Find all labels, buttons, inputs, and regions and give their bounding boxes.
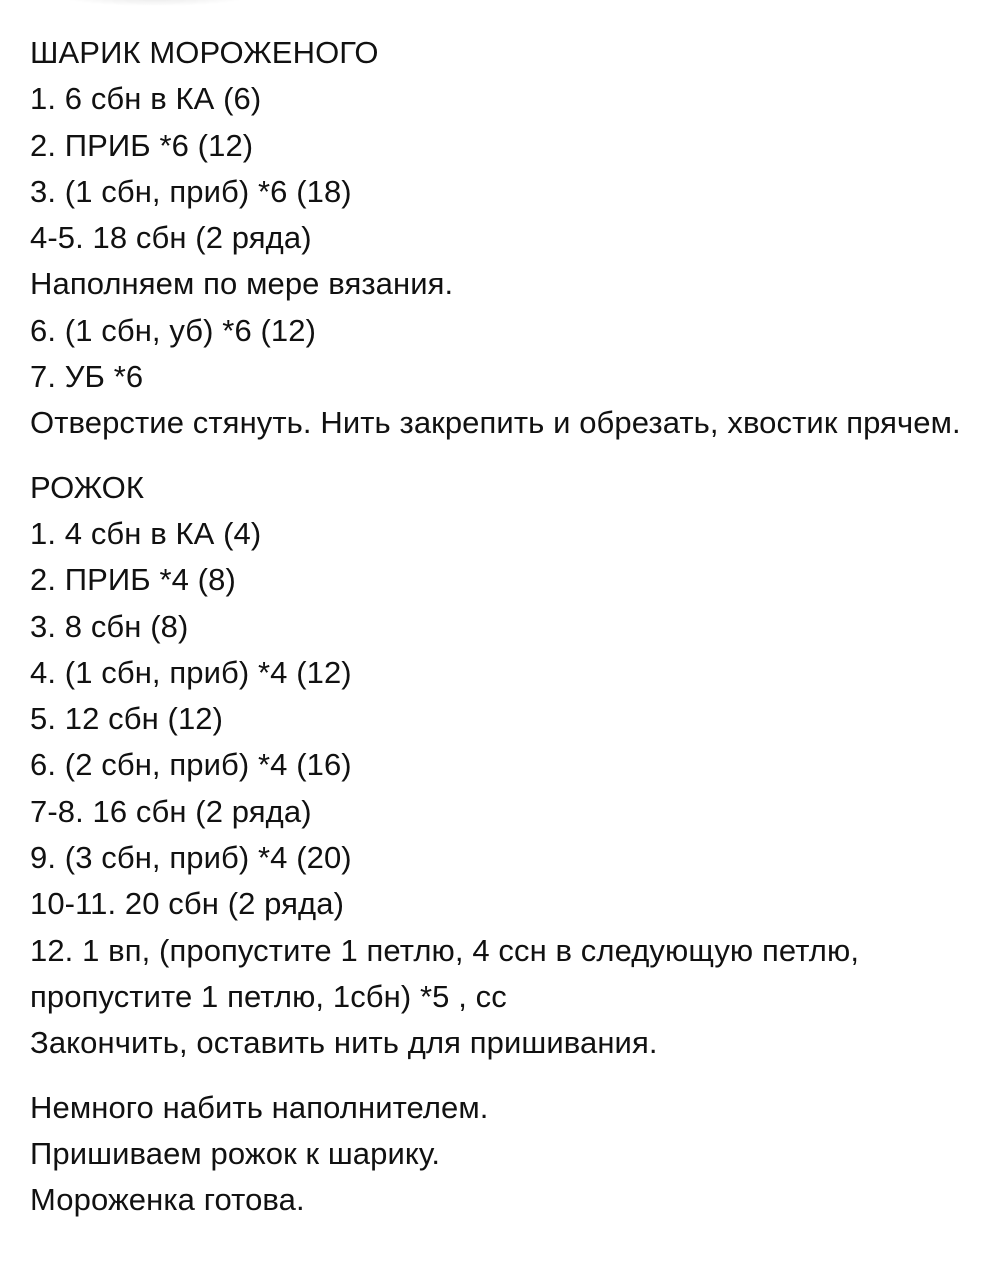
note-body [30, 30, 970, 1223]
section-title-ball: ШАРИК МОРОЖЕНОГО [30, 35, 379, 70]
section-title-cone: РОЖОК [30, 469, 145, 505]
section-cone [30, 465, 970, 1067]
instruction-line: Мороженка готова. [30, 1182, 305, 1218]
instruction-line: 6. (2 сбн, приб) *4 (16) [30, 747, 352, 783]
section-gap [30, 447, 970, 465]
instruction-line: 4. (1 сбн, приб) *4 (12) [30, 654, 352, 690]
instruction-line: Пришиваем рожок к шарику. [30, 1135, 441, 1171]
instruction-line: 7. УБ *6 [30, 359, 144, 395]
instruction-line: 3. (1 сбн, приб) *6 (18) [30, 173, 352, 209]
instruction-line: 1. 6 сбн в КА (6) [30, 81, 262, 117]
instruction-line: 12. 1 вп, (пропустите 1 петлю, 4 ссн в следующую петлю, пропустите 1 петлю, 1сбн) *5 , сс [30, 932, 860, 1014]
instruction-line: Немного набить наполнителем. [30, 1089, 489, 1125]
instruction-line: 9. (3 сбн, приб) *4 (20) [30, 840, 352, 876]
instruction-line: 2. ПРИБ *6 (12) [30, 127, 254, 163]
instruction-line: 6. (1 сбн, уб) *6 (12) [30, 312, 317, 348]
instruction-line: Отверстие стянуть. Нить закрепить и обрезать, хвостик прячем. [30, 405, 961, 441]
section-ice-cream-ball [30, 30, 970, 447]
instruction-line: 4-5. 18 сбн (2 ряда) [30, 220, 312, 256]
section-finish [30, 1085, 970, 1224]
instruction-line: 7-8. 16 сбн (2 ряда) [30, 793, 312, 829]
instruction-line: 3. 8 сбн (8) [30, 608, 189, 644]
instruction-line: 10-11. 20 сбн (2 ряда) [30, 886, 345, 922]
top-shadow [60, 0, 250, 6]
instruction-line: 5. 12 сбн (12) [30, 701, 224, 737]
instruction-line: Наполняем по мере вязания. [30, 266, 454, 302]
instruction-line: Закончить, оставить нить для пришивания. [30, 1025, 658, 1061]
instruction-line: 1. 4 сбн в КА (4) [30, 515, 262, 551]
instruction-line: 2. ПРИБ *4 (8) [30, 562, 236, 598]
section-gap [30, 1067, 970, 1085]
